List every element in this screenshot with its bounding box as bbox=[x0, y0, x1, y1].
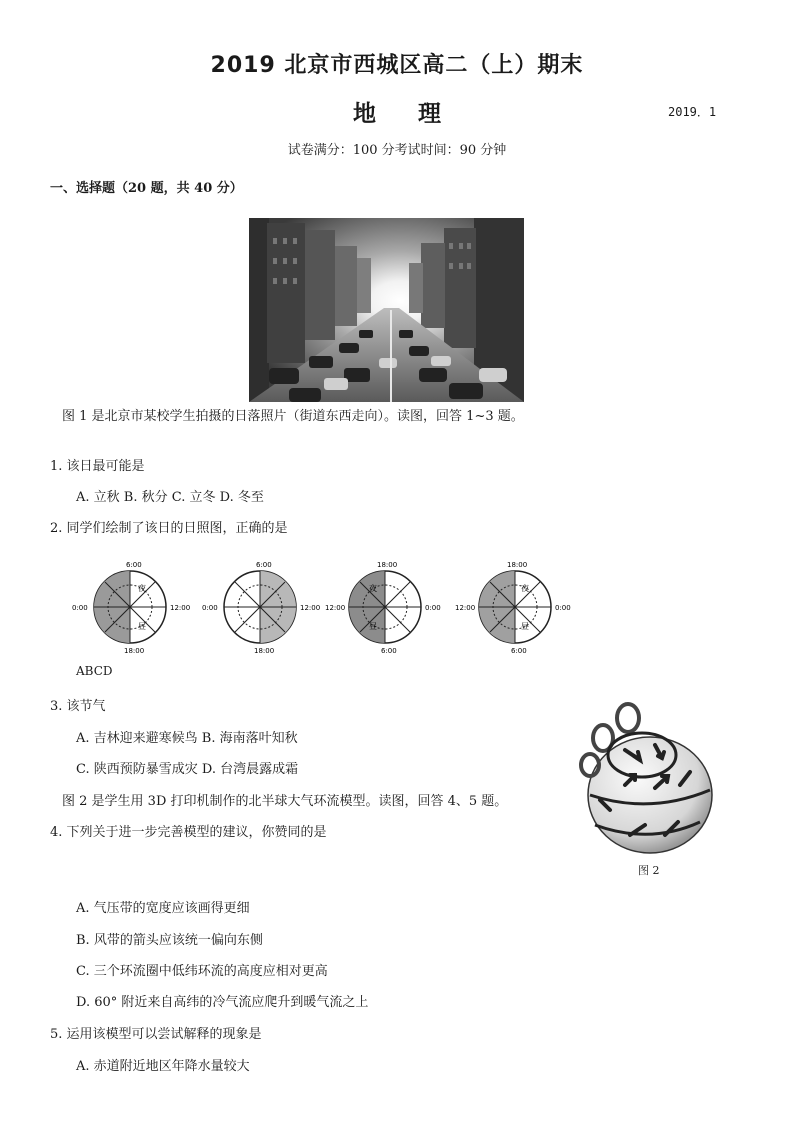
svg-text:18:00: 18:00 bbox=[254, 647, 275, 655]
q4-option-d: D. 60° 附近来自高纬的冷气流应爬升到暖气流之上 bbox=[76, 995, 369, 1010]
q5-option-a: A. 赤道附近地区年降水量较大 bbox=[76, 1059, 250, 1074]
svg-text:夜: 夜 bbox=[138, 584, 146, 593]
circulation-model-image bbox=[570, 700, 720, 860]
q2-stem: 2. 同学们绘制了该日的日照图，正确的是 bbox=[50, 521, 288, 536]
svg-text:18:00: 18:00 bbox=[377, 561, 398, 569]
diagram-b bbox=[202, 561, 320, 655]
svg-text:0:00: 0:00 bbox=[202, 604, 218, 612]
svg-text:6:00: 6:00 bbox=[126, 561, 142, 569]
svg-text:18:00: 18:00 bbox=[507, 561, 528, 569]
svg-text:0:00: 0:00 bbox=[72, 604, 88, 612]
svg-text:0:00: 0:00 bbox=[555, 604, 571, 612]
q1-options: A. 立秋 B. 秋分 C. 立冬 D. 冬至 bbox=[76, 490, 264, 505]
q3-options-line1: A. 吉林迎来避寒候鸟 B. 海南落叶知秋 bbox=[76, 731, 298, 746]
subject-title: 地理 bbox=[353, 100, 483, 127]
q1-stem: 1. 该日最可能是 bbox=[50, 459, 145, 474]
svg-text:12:00: 12:00 bbox=[170, 604, 191, 612]
svg-text:昼: 昼 bbox=[521, 622, 529, 631]
figure1-caption: 图 1 是北京市某校学生拍摄的日落照片（街道东西走向）。读图，回答 1~3 题。 bbox=[62, 409, 524, 424]
sunset-street-photo bbox=[249, 218, 524, 402]
q5-stem: 5. 运用该模型可以尝试解释的现象是 bbox=[50, 1027, 262, 1042]
svg-text:夜: 夜 bbox=[521, 584, 529, 593]
exam-info: 试卷满分：100 分考试时间：90 分钟 bbox=[287, 143, 507, 158]
svg-text:12:00: 12:00 bbox=[325, 604, 346, 612]
q3-stem: 3. 该节气 bbox=[50, 699, 106, 714]
section-heading: 一、选择题（20 题，共 40 分） bbox=[50, 181, 243, 196]
daylight-diagrams bbox=[72, 555, 585, 660]
q4-option-b: B. 风带的箭头应该统一偏向东侧 bbox=[76, 933, 263, 948]
svg-text:0:00: 0:00 bbox=[425, 604, 441, 612]
diagram-a bbox=[72, 561, 190, 655]
svg-text:12:00: 12:00 bbox=[455, 604, 476, 612]
svg-text:6:00: 6:00 bbox=[511, 647, 527, 655]
q4-stem: 4. 下列关于进一步完善模型的建议，你赞同的是 bbox=[50, 825, 327, 840]
svg-text:6:00: 6:00 bbox=[256, 561, 272, 569]
q4-option-c: C. 三个环流圈中低纬环流的高度应相对更高 bbox=[76, 964, 328, 979]
svg-text:6:00: 6:00 bbox=[381, 647, 397, 655]
svg-text:夜: 夜 bbox=[369, 584, 377, 593]
exam-date: 2019．1 bbox=[668, 105, 717, 119]
q3-options-line2: C. 陕西预防暴雪成灾 D. 台湾晨露成霜 bbox=[76, 762, 299, 777]
svg-text:12:00: 12:00 bbox=[300, 604, 321, 612]
q4-option-a: A. 气压带的宽度应该画得更细 bbox=[76, 901, 250, 916]
svg-text:昼: 昼 bbox=[369, 622, 377, 631]
svg-text:昼: 昼 bbox=[138, 622, 146, 631]
svg-text:18:00: 18:00 bbox=[124, 647, 145, 655]
figure2-label: 图 2 bbox=[638, 864, 660, 877]
figure2-caption: 图 2 是学生用 3D 打印机制作的北半球大气环流模型。读图，回答 4、5 题。 bbox=[62, 794, 508, 809]
exam-title: 2019 北京市西城区高二（上）期末 bbox=[210, 53, 584, 78]
diagram-c bbox=[325, 561, 441, 655]
q2-options-label: ABCD bbox=[76, 664, 113, 678]
diagram-d bbox=[455, 561, 571, 655]
